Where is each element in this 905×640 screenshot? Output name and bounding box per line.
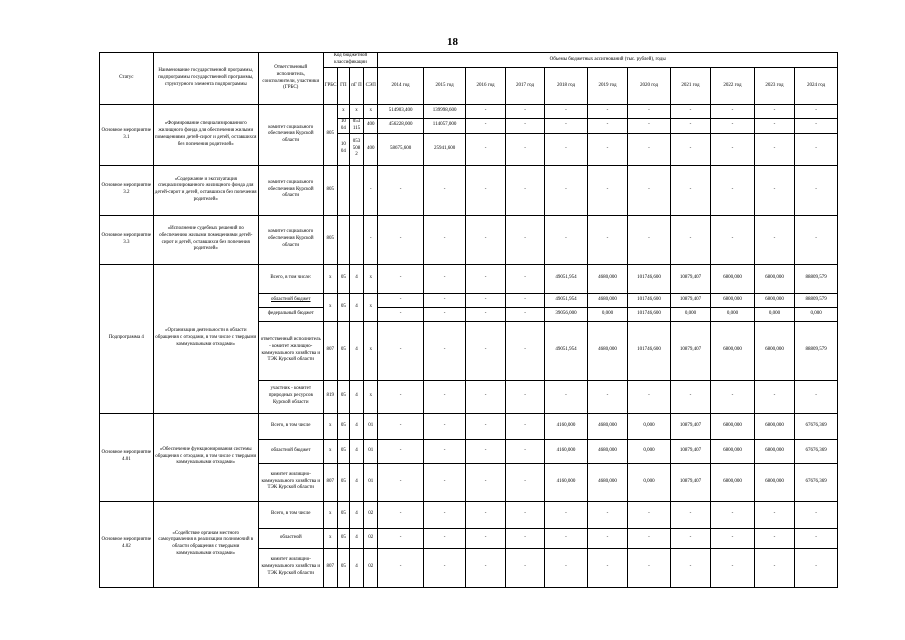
row-executor: областной бюджет — [258, 439, 323, 463]
row-gp: 05 — [337, 321, 349, 380]
year-value-cell: - — [545, 380, 588, 413]
year-value-cell: - — [711, 380, 755, 413]
year-value-cell: 456228,000 — [378, 119, 424, 134]
year-value-cell: - — [754, 380, 794, 413]
year-value-cell: - — [545, 215, 588, 264]
year-value-cell: - — [795, 119, 838, 134]
year-value-cell: - — [711, 215, 755, 264]
page-number: 18 — [447, 36, 458, 48]
year-value-cell: - — [670, 528, 710, 548]
year-value-cell: - — [378, 293, 424, 307]
row-sep: 01 — [364, 439, 378, 463]
year-value-cell: 0,000 — [587, 307, 627, 321]
year-value-cell: - — [754, 133, 794, 165]
year-value-cell: - — [423, 264, 466, 293]
row-gp: 05 — [337, 501, 349, 528]
header-sep: СЭП — [364, 68, 378, 105]
row-gp: 05 — [337, 548, 349, 587]
row-executor: Всего, в том числе — [258, 501, 323, 528]
year-value-cell: - — [466, 293, 505, 307]
year-value-cell: - — [795, 165, 838, 215]
year-value-cell: - — [754, 528, 794, 548]
year-value-cell: - — [505, 548, 544, 587]
year-value-cell: 67676,369 — [795, 463, 838, 501]
year-value-cell: 114057,000 — [423, 119, 466, 134]
year-value-cell: - — [545, 501, 588, 528]
row-pgp: 4 — [349, 528, 363, 548]
year-value-cell: - — [587, 548, 627, 587]
row-pgp: 053 508 2 — [349, 133, 363, 165]
year-value-cell: - — [754, 215, 794, 264]
year-value-cell: 4680,000 — [587, 413, 627, 439]
year-value-cell: - — [378, 321, 424, 380]
year-value-cell: - — [628, 528, 671, 548]
year-value-cell: 6800,000 — [711, 293, 755, 307]
year-value-cell: 6800,000 — [754, 439, 794, 463]
year-value-cell: - — [423, 215, 466, 264]
header-executor: Ответственный исполнитель, соисполнители, участники (ГРБС) — [258, 53, 323, 105]
row-grbs: x — [323, 293, 337, 321]
row-grbs: 807 — [323, 463, 337, 501]
year-value-cell: - — [711, 501, 755, 528]
year-value-cell: - — [670, 380, 710, 413]
year-value-cell: - — [423, 439, 466, 463]
row-pgp: 4 — [349, 380, 363, 413]
row-grbs: x — [323, 501, 337, 528]
year-value-cell: 25941,600 — [423, 133, 466, 165]
year-value-cell: - — [754, 501, 794, 528]
header-volumes: Объемы бюджетных ассигнований (тыс. рублей), годы — [378, 53, 838, 68]
row-gp: 05 — [337, 380, 349, 413]
row-sep: 02 — [364, 548, 378, 587]
year-value-cell: - — [505, 293, 544, 307]
row-grbs: x — [323, 264, 337, 293]
year-value-cell: - — [423, 321, 466, 380]
header-gp: ГП — [337, 68, 349, 105]
year-value-cell: 49051,954 — [545, 321, 588, 380]
year-value-cell: 6800,000 — [754, 413, 794, 439]
row-status: Основное мероприятие 3.2 — [100, 165, 154, 215]
year-value-cell: 0,000 — [711, 307, 755, 321]
row-name: «Организация деятельности в области обращения с отходами, в том числе с твердыми коммунальными отходами» — [153, 264, 258, 413]
year-value-cell: 0,000 — [754, 307, 794, 321]
year-value-cell: - — [587, 133, 627, 165]
year-value-cell: - — [670, 215, 710, 264]
year-value-cell: - — [505, 133, 544, 165]
year-value-cell: - — [505, 463, 544, 501]
year-value-cell: 6800,000 — [754, 293, 794, 307]
year-value-cell: 6800,000 — [754, 463, 794, 501]
year-value-cell: - — [545, 105, 588, 119]
row-grbs: 807 — [323, 321, 337, 380]
row-name: «Содействие органам местного самоуправления в реализации полномочий в области обращения с твердыми коммунальными отходами» — [153, 501, 258, 587]
header-year: 2018 год — [545, 68, 588, 105]
row-sep: 02 — [364, 528, 378, 548]
year-value-cell: - — [505, 413, 544, 439]
year-value-cell: 6800,000 — [711, 413, 755, 439]
row-executor: комитет жилищно-коммунального хозяйства и ТЭК Курской области — [258, 548, 323, 587]
row-grbs: 807 — [323, 548, 337, 587]
year-value-cell: - — [378, 165, 424, 215]
row-name: «Содержание и эксплуатация специализированного жилищного фонда для детей-сирот и детей, оставшихся без попечения родителей» — [153, 165, 258, 215]
year-value-cell: - — [670, 165, 710, 215]
year-value-cell: - — [795, 380, 838, 413]
year-value-cell: 0,000 — [795, 307, 838, 321]
year-value-cell: - — [505, 264, 544, 293]
year-value-cell: - — [378, 439, 424, 463]
year-value-cell: - — [754, 119, 794, 134]
year-value-cell: - — [670, 501, 710, 528]
year-value-cell: - — [628, 105, 671, 119]
year-value-cell: - — [466, 165, 505, 215]
year-value-cell: 139998,600 — [423, 105, 466, 119]
row-sep: 02 — [364, 501, 378, 528]
year-value-cell: 10879,407 — [670, 293, 710, 307]
year-value-cell: 4160,000 — [545, 463, 588, 501]
row-grbs: x — [323, 413, 337, 439]
year-value-cell: - — [466, 439, 505, 463]
header-year: 2022 год — [711, 68, 755, 105]
year-value-cell: 101746,600 — [628, 321, 671, 380]
year-value-cell: - — [587, 165, 627, 215]
row-sep: x — [364, 321, 378, 380]
year-value-cell: - — [505, 380, 544, 413]
row-pgp — [349, 215, 363, 264]
year-value-cell: - — [795, 215, 838, 264]
year-value-cell: - — [545, 119, 588, 134]
year-value-cell: - — [378, 215, 424, 264]
year-value-cell: 88809,579 — [795, 321, 838, 380]
year-value-cell: - — [545, 528, 588, 548]
year-value-cell: - — [378, 413, 424, 439]
budget-table — [99, 52, 838, 588]
row-sep: x — [364, 380, 378, 413]
year-value-cell: - — [795, 105, 838, 119]
year-value-cell: - — [670, 119, 710, 134]
year-value-cell: - — [378, 264, 424, 293]
row-pgp: 4 — [349, 293, 363, 321]
row-gp: 05 — [337, 528, 349, 548]
year-value-cell: - — [754, 105, 794, 119]
year-value-cell: - — [466, 501, 505, 528]
year-value-cell: - — [378, 380, 424, 413]
year-value-cell: 4680,000 — [587, 264, 627, 293]
year-value-cell: - — [466, 307, 505, 321]
year-value-cell: - — [587, 380, 627, 413]
row-sep: - — [364, 165, 378, 215]
row-gp: 05 — [337, 264, 349, 293]
row-executor: ответственный исполнитель - комитет жилищно-коммунального хозяйства и ТЭК Курской области — [258, 321, 323, 380]
row-gp: 05 — [337, 293, 349, 321]
year-value-cell: - — [628, 548, 671, 587]
year-value-cell: 0,000 — [670, 307, 710, 321]
year-value-cell: - — [423, 165, 466, 215]
year-value-cell: 4680,000 — [587, 321, 627, 380]
year-value-cell: 58675,600 — [378, 133, 424, 165]
row-pgp: 4 — [349, 264, 363, 293]
year-value-cell: - — [754, 548, 794, 587]
year-value-cell: - — [711, 165, 755, 215]
year-value-cell: 49051,954 — [545, 264, 588, 293]
year-value-cell: - — [505, 501, 544, 528]
header-year: 2020 год — [628, 68, 671, 105]
year-value-cell: 514903,400 — [378, 105, 424, 119]
row-pgp: 053 115 — [349, 119, 363, 134]
year-value-cell: - — [423, 413, 466, 439]
year-value-cell: 4160,000 — [545, 413, 588, 439]
year-value-cell: - — [423, 501, 466, 528]
year-value-cell: 4680,000 — [587, 439, 627, 463]
year-value-cell: - — [587, 501, 627, 528]
row-executor: Всего, в том числе — [258, 413, 323, 439]
year-value-cell: - — [795, 133, 838, 165]
year-value-cell: - — [378, 501, 424, 528]
year-value-cell: - — [670, 548, 710, 587]
year-value-cell: 67676,369 — [795, 439, 838, 463]
year-value-cell: 101746,600 — [628, 293, 671, 307]
year-value-cell: 6800,000 — [754, 321, 794, 380]
header-grbs: ГРБС — [323, 68, 337, 105]
row-executor: областной — [258, 528, 323, 548]
year-value-cell: - — [466, 321, 505, 380]
year-value-cell: - — [423, 528, 466, 548]
year-value-cell: - — [754, 165, 794, 215]
year-value-cell: 67676,369 — [795, 413, 838, 439]
row-sep: x — [364, 105, 378, 119]
year-value-cell: - — [466, 528, 505, 548]
row-pgp: 4 — [349, 463, 363, 501]
year-value-cell: - — [711, 133, 755, 165]
header-year: 2021 год — [670, 68, 710, 105]
year-value-cell: - — [466, 119, 505, 134]
year-value-cell: - — [795, 548, 838, 587]
year-value-cell: 4680,000 — [587, 293, 627, 307]
row-sep: 400 — [364, 133, 378, 165]
year-value-cell: - — [423, 293, 466, 307]
table-row — [100, 215, 838, 264]
year-value-cell: - — [628, 119, 671, 134]
year-value-cell: - — [378, 528, 424, 548]
row-grbs: 805 — [323, 105, 337, 166]
year-value-cell: 0,000 — [628, 413, 671, 439]
row-executor: комитет социального обеспечения Курской области — [258, 215, 323, 264]
header-name: Наименование государственной программы, подпрограммы государственной программы, структурного элемента подпрограммы — [153, 53, 258, 105]
row-executor: комитет жилищно-коммунального хозяйства и ТЭК Курской области — [258, 463, 323, 501]
year-value-cell: - — [505, 307, 544, 321]
row-pgp: 4 — [349, 548, 363, 587]
header-year: 2014 год — [378, 68, 424, 105]
year-value-cell: - — [628, 501, 671, 528]
year-value-cell: - — [670, 105, 710, 119]
row-pgp: x — [349, 105, 363, 119]
year-value-cell: - — [545, 133, 588, 165]
year-value-cell: 6800,000 — [711, 463, 755, 501]
year-value-cell: 88809,579 — [795, 293, 838, 307]
year-value-cell: - — [587, 215, 627, 264]
year-value-cell: - — [378, 548, 424, 587]
table-row — [100, 413, 838, 439]
row-gp: x — [337, 105, 349, 119]
year-value-cell: - — [795, 528, 838, 548]
header-year: 2015 год — [423, 68, 466, 105]
row-executor: областной бюджет — [258, 293, 323, 307]
year-value-cell: - — [628, 215, 671, 264]
row-gp: 05 — [337, 439, 349, 463]
year-value-cell: - — [670, 133, 710, 165]
year-value-cell: 10879,407 — [670, 463, 710, 501]
year-value-cell: - — [423, 380, 466, 413]
year-value-cell: - — [505, 321, 544, 380]
year-value-cell: 4680,000 — [587, 463, 627, 501]
year-value-cell: 0,000 — [628, 463, 671, 501]
row-name: «Исполнение судебных решений по обеспечению жилыми помещениями детей-сирот и детей, оставшихся без попечения родителей» — [153, 215, 258, 264]
year-value-cell: - — [628, 133, 671, 165]
row-status: Подпрограмма 4 — [100, 264, 154, 413]
header-year: 2019 год — [587, 68, 627, 105]
row-executor: участник - комитет природных ресурсов Курской области — [258, 380, 323, 413]
row-executor: комитет социального обеспечения Курской области — [258, 165, 323, 215]
row-name: «Обеспечение функционирования системы обращения с отходами, в том числе с твердыми коммунальными отходами» — [153, 413, 258, 501]
row-gp: 05 — [337, 463, 349, 501]
row-grbs: 805 — [323, 165, 337, 215]
row-sep: - — [364, 215, 378, 264]
year-value-cell: - — [466, 215, 505, 264]
year-value-cell: - — [466, 413, 505, 439]
header-budget-code: Код бюджетной классификации — [323, 53, 378, 68]
year-value-cell: - — [466, 463, 505, 501]
year-value-cell: - — [587, 105, 627, 119]
row-gp — [337, 165, 349, 215]
row-gp — [337, 215, 349, 264]
year-value-cell: - — [423, 307, 466, 321]
year-value-cell: - — [587, 528, 627, 548]
row-gp: 10 04 — [337, 119, 349, 134]
table-row — [100, 501, 838, 528]
year-value-cell: - — [505, 215, 544, 264]
year-value-cell: - — [795, 501, 838, 528]
row-gp: 10 04 — [337, 133, 349, 165]
year-value-cell: - — [505, 119, 544, 134]
year-value-cell: 6800,000 — [711, 264, 755, 293]
row-pgp: 4 — [349, 321, 363, 380]
row-sep: x — [364, 293, 378, 321]
year-value-cell: 6800,000 — [754, 264, 794, 293]
row-gp: 05 — [337, 413, 349, 439]
row-grbs: 819 — [323, 380, 337, 413]
row-executor: федеральный бюджет — [258, 307, 323, 321]
year-value-cell: - — [711, 548, 755, 587]
year-value-cell: - — [423, 463, 466, 501]
year-value-cell: - — [628, 165, 671, 215]
year-value-cell: - — [711, 119, 755, 134]
year-value-cell: 6800,000 — [711, 321, 755, 380]
year-value-cell: 4160,000 — [545, 439, 588, 463]
row-status: Основное мероприятие 3.3 — [100, 215, 154, 264]
year-value-cell: 0,000 — [628, 439, 671, 463]
row-grbs: 805 — [323, 215, 337, 264]
header-status: Статус — [100, 53, 154, 105]
year-value-cell: - — [505, 528, 544, 548]
year-value-cell: 10879,407 — [670, 321, 710, 380]
row-pgp: 4 — [349, 501, 363, 528]
year-value-cell: 10879,407 — [670, 439, 710, 463]
year-value-cell: - — [466, 264, 505, 293]
row-pgp — [349, 165, 363, 215]
year-value-cell: 101746,600 — [628, 264, 671, 293]
year-value-cell: - — [711, 105, 755, 119]
year-value-cell: - — [423, 548, 466, 587]
year-value-cell: 101746,600 — [628, 307, 671, 321]
year-value-cell: - — [505, 165, 544, 215]
row-sep: 01 — [364, 463, 378, 501]
year-value-cell: 6800,000 — [711, 439, 755, 463]
row-status: Основное мероприятие 4.02 — [100, 501, 154, 587]
row-status: Основное мероприятие 3.1 — [100, 105, 154, 166]
year-value-cell: - — [545, 165, 588, 215]
header-year: 2017 год — [505, 68, 544, 105]
row-status: Основное мероприятие 4.01 — [100, 413, 154, 501]
header-year: 2023 год — [754, 68, 794, 105]
year-value-cell: 39056,000 — [545, 307, 588, 321]
row-sep: 400 — [364, 119, 378, 134]
row-executor: Всего, в том числе: — [258, 264, 323, 293]
year-value-cell: - — [378, 307, 424, 321]
year-value-cell: - — [466, 380, 505, 413]
row-sep: x — [364, 264, 378, 293]
year-value-cell: - — [378, 463, 424, 501]
row-executor: комитет социального обеспечения Курской области — [258, 105, 323, 166]
year-value-cell: - — [587, 119, 627, 134]
header-pgp: пГ П — [349, 68, 363, 105]
row-grbs: x — [323, 528, 337, 548]
row-pgp: 4 — [349, 413, 363, 439]
year-value-cell: - — [545, 548, 588, 587]
row-grbs: x — [323, 439, 337, 463]
header-year: 2024 год — [795, 68, 838, 105]
year-value-cell: - — [505, 439, 544, 463]
year-value-cell: - — [466, 548, 505, 587]
row-pgp: 4 — [349, 439, 363, 463]
year-value-cell: - — [466, 133, 505, 165]
table-row — [100, 165, 838, 215]
row-name: «Формирование специализированного жилищного фонда для обеспечения жилыми помещениями детей-сирот и детей, оставшихся без попечения родителей» — [153, 105, 258, 166]
year-value-cell: - — [628, 380, 671, 413]
year-value-cell: - — [466, 105, 505, 119]
header-row — [100, 53, 838, 68]
year-value-cell: 49051,954 — [545, 293, 588, 307]
table-row — [100, 264, 838, 293]
year-value-cell: 88809,579 — [795, 264, 838, 293]
year-value-cell: 10879,407 — [670, 413, 710, 439]
year-value-cell: - — [711, 528, 755, 548]
year-value-cell: - — [505, 105, 544, 119]
year-value-cell: 10879,407 — [670, 264, 710, 293]
header-year: 2016 год — [466, 68, 505, 105]
row-sep: 01 — [364, 413, 378, 439]
table-row — [100, 105, 838, 119]
